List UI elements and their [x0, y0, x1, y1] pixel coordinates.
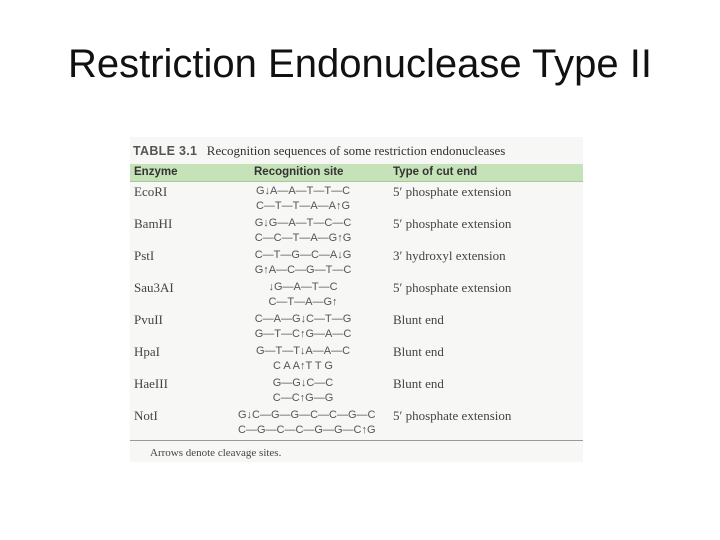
slide-title: Restriction Endonuclease Type II — [67, 42, 653, 86]
table-number: TABLE 3.1 — [133, 144, 198, 158]
header-recognition-site: Recognition site — [254, 166, 344, 178]
enzyme-name: PstI — [134, 248, 155, 263]
table-row — [130, 312, 583, 344]
cut-end-type: 5′ phosphate extension — [393, 280, 512, 295]
header-enzyme: Enzyme — [134, 166, 178, 178]
site-bottom-strand: C—C—T—A—G↑G — [254, 232, 352, 244]
cut-end-type: Blunt end — [393, 344, 444, 359]
site-top-strand: G—G↓C—C — [272, 377, 334, 389]
cut-end-type: 5′ phosphate extension — [393, 408, 512, 423]
table-body — [130, 184, 583, 440]
enzyme-name: Sau3AI — [134, 280, 174, 295]
enzyme-name: BamHI — [134, 216, 173, 231]
site-top-strand: C—A—G↓C—T—G — [254, 313, 352, 325]
site-bottom-strand: G↑A—C—G—T—C — [254, 264, 352, 276]
enzyme-name: HpaI — [134, 344, 160, 359]
table-header-row — [130, 164, 583, 182]
site-top-strand: G—T—T↓A—A—C — [255, 345, 351, 357]
cut-end-type: 5′ phosphate extension — [393, 184, 512, 199]
cut-end-type: Blunt end — [393, 312, 444, 327]
table-row — [130, 280, 583, 312]
site-bottom-strand: C—C↑G—G — [272, 392, 334, 404]
site-top-strand: ↓G—A—T—C — [268, 281, 338, 293]
cut-end-type: 5′ phosphate extension — [393, 216, 512, 231]
site-top-strand: G↓G—A—T—C—C — [254, 217, 352, 229]
site-top-strand: G↓C—G—G—C—C—G—C — [238, 409, 376, 421]
site-bottom-strand: G—T—C↑G—A—C — [254, 328, 352, 340]
table-footnote: Arrows denote cleavage sites. — [150, 447, 282, 459]
cut-end-type: 3′ hydroxyl extension — [393, 248, 506, 263]
table-caption — [133, 143, 505, 159]
table-row — [130, 184, 583, 216]
site-top-strand: C—T—G—C—A↓G — [254, 249, 352, 261]
site-bottom-strand: C—G—C—C—G—G—C↑G — [238, 424, 376, 436]
site-bottom-strand: C—T—T—A—A↑G — [255, 200, 351, 212]
table-row — [130, 376, 583, 408]
enzyme-name: PvuII — [134, 312, 163, 327]
enzyme-name: EcoRI — [134, 184, 168, 199]
header-cut-end: Type of cut end — [393, 166, 478, 178]
table-row — [130, 248, 583, 280]
site-top-strand: G↓A—A—T—T—C — [255, 185, 351, 197]
table-row — [130, 216, 583, 248]
site-bottom-strand: C A A↑T T G — [273, 360, 333, 372]
cut-end-type: Blunt end — [393, 376, 444, 391]
table-row — [130, 408, 583, 440]
enzyme-name: HaeIII — [134, 376, 168, 391]
enzyme-name: NotI — [134, 408, 158, 423]
table-caption-text: Recognition sequences of some restriction endonucleases — [206, 143, 506, 158]
table-row — [130, 344, 583, 376]
site-bottom-strand: C—T—A—G↑ — [268, 296, 338, 308]
restriction-enzyme-table — [130, 137, 583, 462]
table-bottom-rule — [130, 440, 583, 441]
